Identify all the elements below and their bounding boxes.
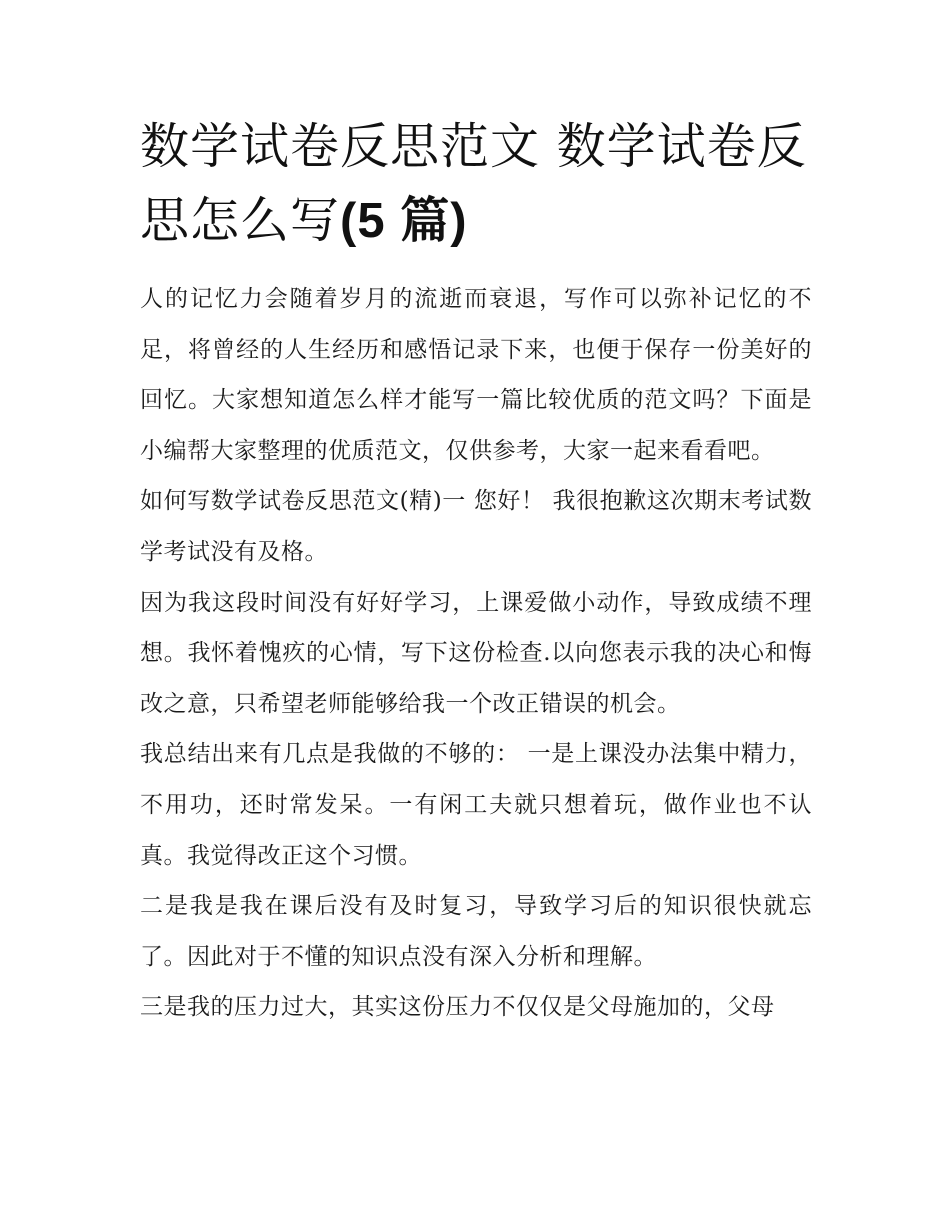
paragraph-intro: 人的记忆力会随着岁月的流逝而衰退，写作可以弥补记忆的不足，将曾经的人生经历和感悟记录下来，也便于保存一份美好的回忆。大家想知道怎么样才能写一篇比较优质的范文吗？下面是小编帮大家整理的优质范文，仅供参考，大家一起来看看吧。 — [140, 286, 812, 464]
paragraph-point-two: 二是我是我在课后没有及时复习，导致学习后的知识很快就忘了。因此对于不懂的知识点没有深入分析和理解。 — [140, 893, 812, 970]
paragraph-point-one: 我总结出来有几点是我做的不够的： 一是上课没办法集中精力，不用功，还时常发呆。一有闲工夫就只想着玩，做作业也不认真。我觉得改正这个习惯。 — [140, 741, 812, 869]
document-title — [140, 110, 812, 258]
document-page — [140, 110, 812, 1033]
paragraph-point-three: 三是我的压力过大，其实这份压力不仅仅是父母施加的，父母 — [140, 994, 775, 1021]
document-body — [140, 274, 812, 1033]
title-text: 数学试卷反思范文 数学试卷反思怎么写 — [140, 118, 807, 249]
paragraph-reason: 因为我这段时间没有好好学习，上课爱做小动作，导致成绩不理想。我怀着愧疚的心情，写下这份检查.以向您表示我的决心和悔改之意，只希望老师能够给我一个改正错误的机会。 — [140, 589, 812, 717]
title-count: (5 篇) — [340, 194, 468, 248]
paragraph-letter-opening: 如何写数学试卷反思范文(精)一 您好！ 我很抱歉这次期末考试数学考试没有及格。 — [140, 488, 812, 565]
